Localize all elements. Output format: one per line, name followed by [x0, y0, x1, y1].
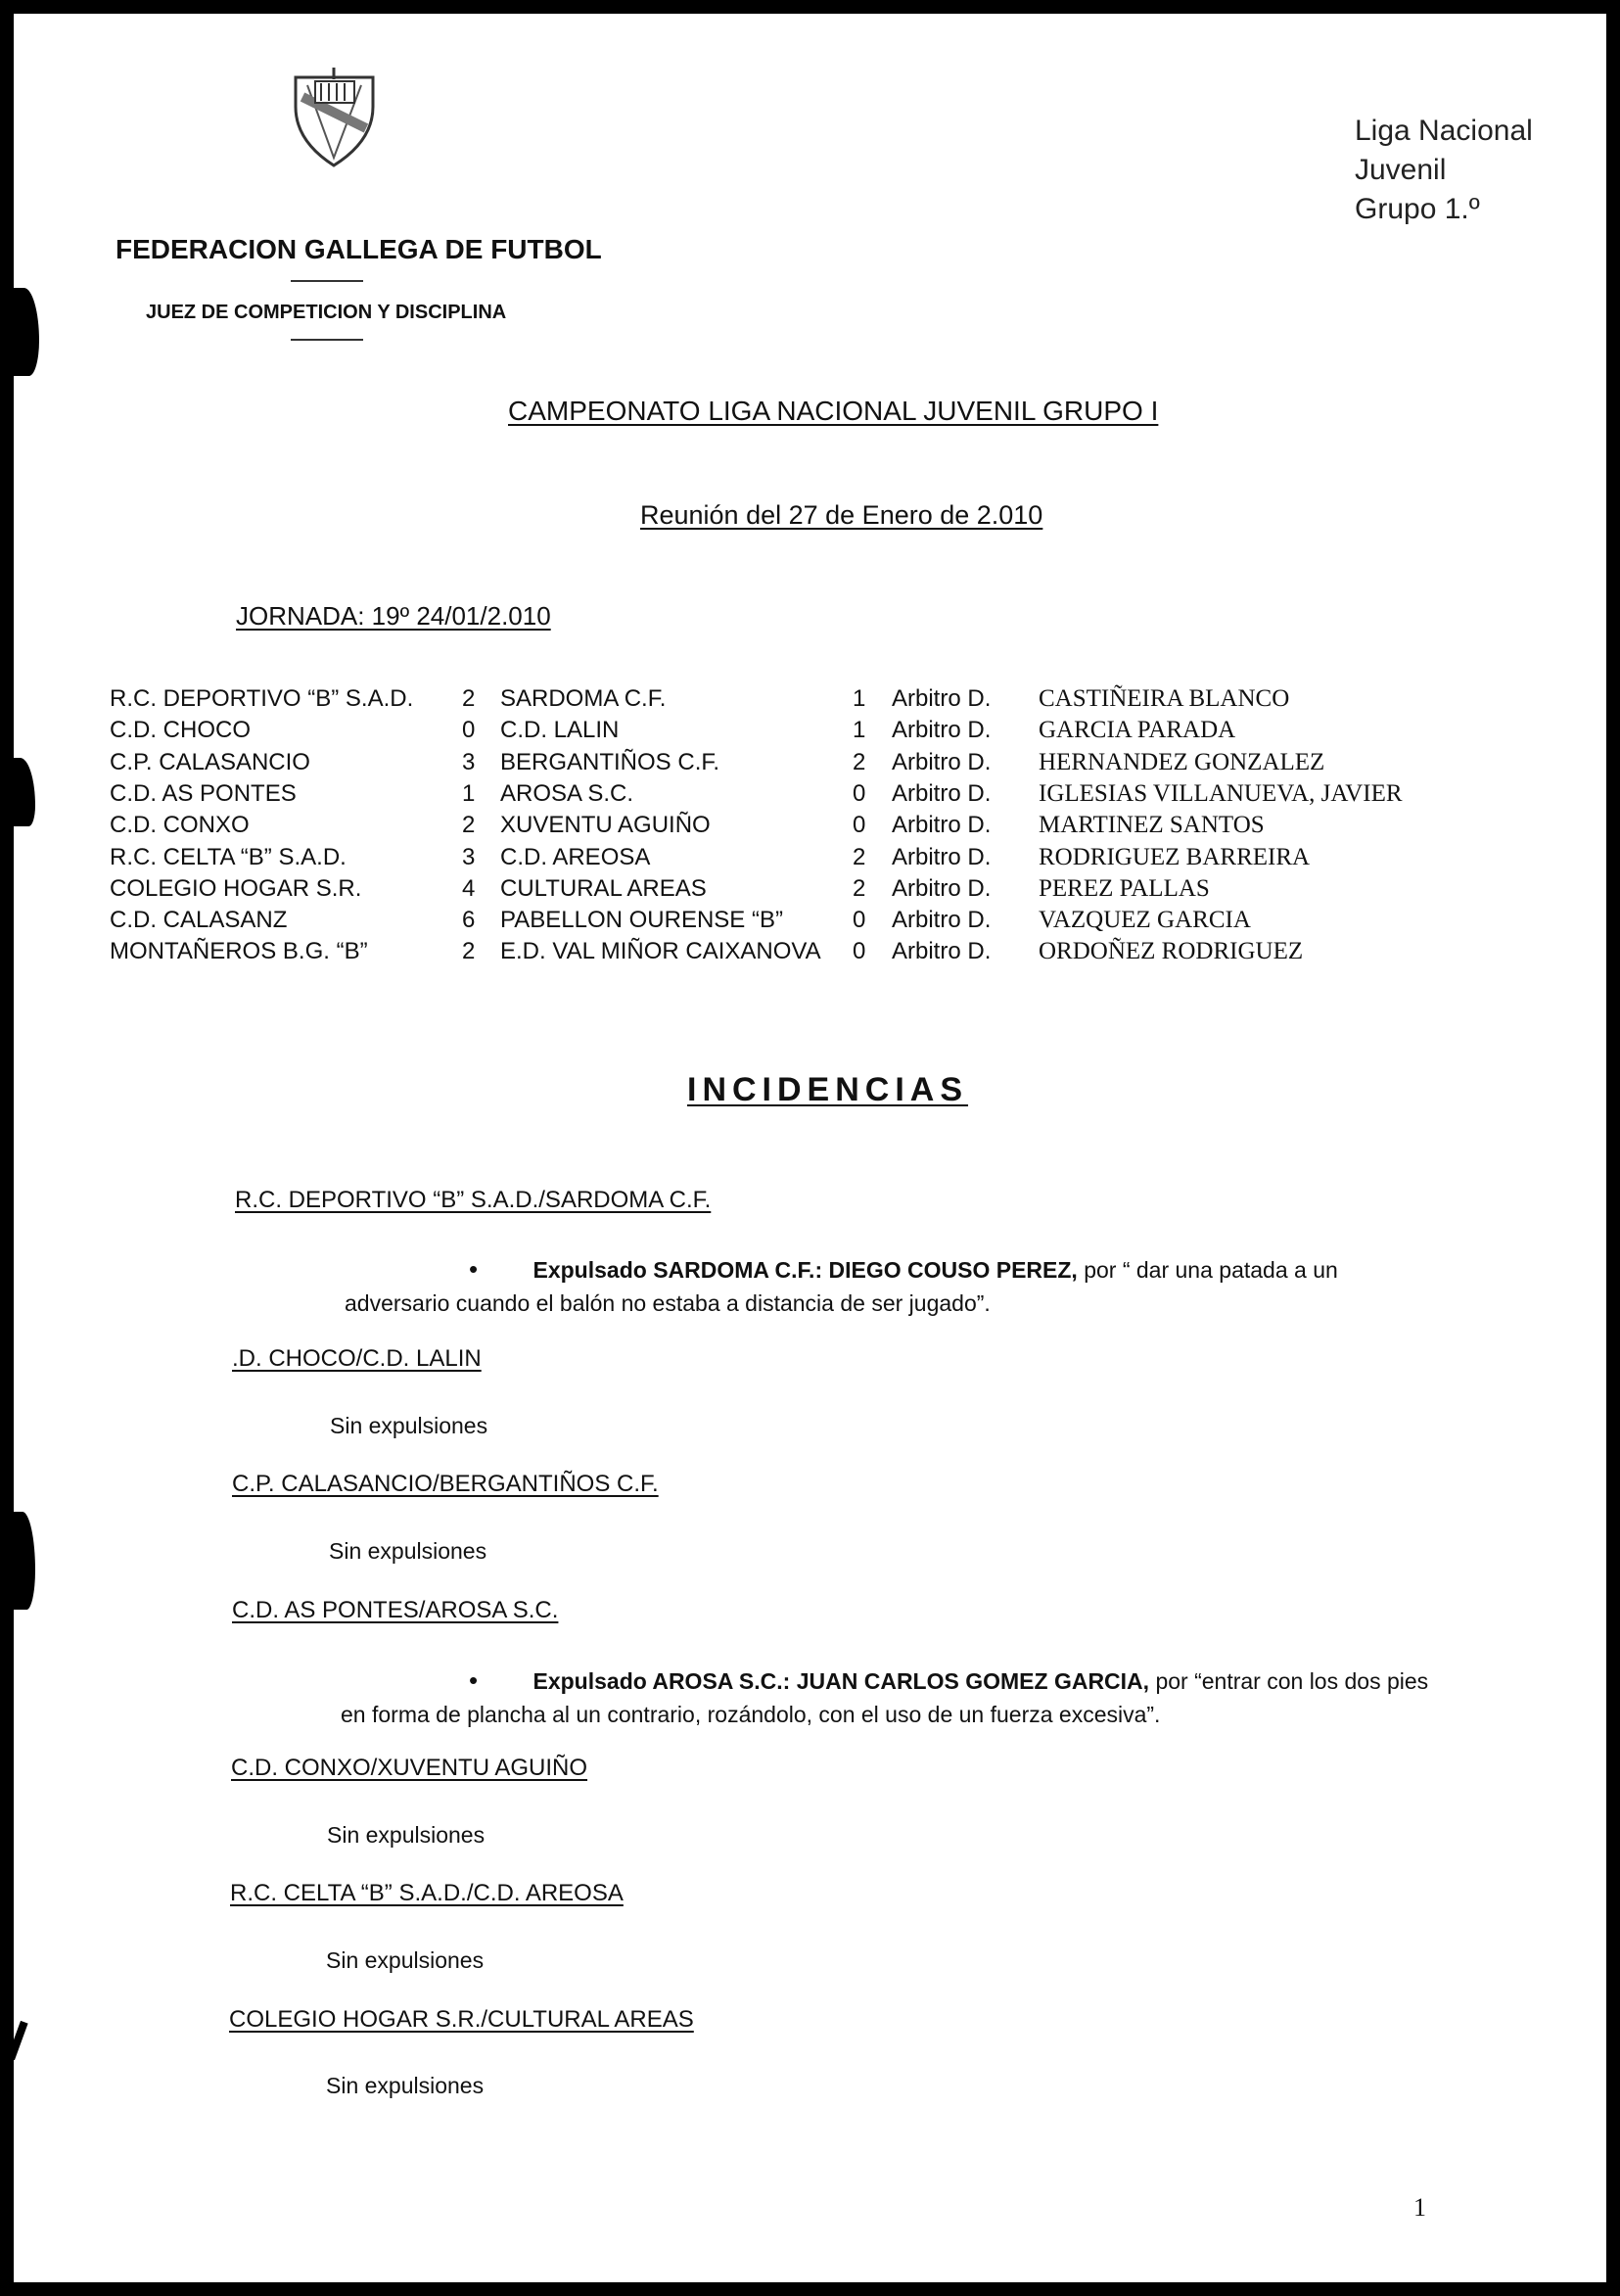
incident-match-title: C.D. AS PONTES/AROSA S.C.	[232, 1597, 559, 1623]
incident-note: Sin expulsiones	[329, 1538, 487, 1564]
corner-note-line: Grupo 1.º	[1355, 193, 1480, 225]
referee-name: HERNANDEZ GONZALEZ	[1039, 748, 1325, 775]
away-team: CULTURAL AREAS	[500, 874, 707, 902]
referee-role: Arbitro D.	[892, 812, 992, 839]
home-team: MONTAÑEROS B.G. “B”	[110, 938, 368, 965]
home-team: R.C. DEPORTIVO “B” S.A.D.	[110, 685, 414, 712]
away-score: 2	[853, 748, 866, 775]
referee-role: Arbitro D.	[892, 843, 992, 870]
home-score: 1	[462, 779, 476, 807]
referee-name: GARCIA PARADA	[1039, 717, 1236, 744]
home-score: 3	[462, 843, 476, 870]
expulsion-label: Expulsado AROSA S.C.: JUAN CARLOS GOMEZ GARCIA,	[532, 1668, 1150, 1694]
incident-line	[469, 1663, 1428, 1698]
home-team: C.D. CONXO	[110, 812, 250, 839]
referee-role: Arbitro D.	[892, 685, 992, 712]
corner-note-line: Liga Nacional	[1355, 115, 1533, 147]
result-row	[14, 749, 1580, 780]
expulsion-reason: por “ dar una patada a un	[1077, 1257, 1338, 1283]
expulsion-reason: por “entrar con los dos pies	[1149, 1668, 1429, 1694]
home-score: 2	[462, 685, 476, 712]
home-score: 0	[462, 717, 476, 744]
home-team: C.D. CHOCO	[110, 717, 251, 744]
document-page	[14, 14, 1606, 2282]
referee-role: Arbitro D.	[892, 938, 992, 965]
home-team: COLEGIO HOGAR S.R.	[110, 874, 362, 902]
expulsion-label: Expulsado SARDOMA C.F.: DIEGO COUSO PEREZ,	[532, 1257, 1078, 1283]
away-team: E.D. VAL MIÑOR CAIXANOVA	[500, 938, 821, 965]
incident-note: Sin expulsiones	[326, 1947, 485, 1973]
scan-artifact	[14, 288, 39, 376]
scan-artifact	[14, 1512, 35, 1610]
incident-note: Sin expulsiones	[327, 1822, 486, 1848]
header-divider-2	[291, 339, 363, 341]
away-score: 0	[853, 779, 866, 807]
referee-role: Arbitro D.	[892, 779, 992, 807]
referee-name: VAZQUEZ GARCIA	[1039, 907, 1251, 934]
away-team: C.D. AREOSA	[500, 843, 651, 870]
incident-line	[469, 1252, 1338, 1287]
header-divider	[291, 280, 363, 282]
away-score: 1	[853, 717, 866, 744]
federation-crest-icon	[288, 68, 381, 170]
bullet-icon: •	[469, 1254, 479, 1284]
expulsion-reason-cont: adversario cuando el balón no estaba a distancia de ser jugado”.	[345, 1290, 991, 1316]
home-team: R.C. CELTA “B” S.A.D.	[110, 843, 347, 870]
federation-subtitle: JUEZ DE COMPETICION Y DISCIPLINA	[146, 302, 507, 323]
result-row	[14, 844, 1580, 875]
incident-match-title: R.C. DEPORTIVO “B” S.A.D./SARDOMA C.F.	[235, 1187, 712, 1213]
referee-role: Arbitro D.	[892, 907, 992, 934]
expulsion-reason-cont: en forma de plancha al un contrario, rozándolo, con el uso de un fuerza excesiva”.	[341, 1702, 1161, 1727]
away-score: 0	[853, 812, 866, 839]
result-row	[14, 938, 1580, 969]
referee-name: IGLESIAS VILLANUEVA, JAVIER	[1039, 779, 1403, 807]
federation-name: FEDERACION GALLEGA DE FUTBOL	[116, 234, 602, 264]
incident-match-title: COLEGIO HOGAR S.R./CULTURAL AREAS	[229, 2006, 694, 2033]
result-row	[14, 717, 1580, 748]
home-score: 3	[462, 748, 476, 775]
result-row	[14, 780, 1580, 812]
referee-name: MARTINEZ SANTOS	[1039, 812, 1265, 839]
away-team: SARDOMA C.F.	[500, 685, 667, 712]
away-score: 2	[853, 874, 866, 902]
incident-note: Sin expulsiones	[326, 2073, 485, 2098]
away-team: XUVENTU AGUIÑO	[500, 812, 711, 839]
referee-role: Arbitro D.	[892, 717, 992, 744]
referee-name: CASTIÑEIRA BLANCO	[1039, 685, 1290, 712]
home-score: 4	[462, 874, 476, 902]
incident-match-title: C.P. CALASANCIO/BERGANTIÑOS C.F.	[232, 1471, 659, 1497]
incidencias-heading: INCIDENCIAS	[687, 1071, 969, 1108]
away-team: PABELLON OURENSE “B”	[500, 907, 783, 934]
referee-role: Arbitro D.	[892, 748, 992, 775]
scan-artifact	[14, 2021, 28, 2060]
bullet-icon: •	[469, 1665, 479, 1695]
corner-note-line: Juvenil	[1355, 154, 1447, 186]
incident-note: Sin expulsiones	[330, 1413, 488, 1438]
document-title: CAMPEONATO LIGA NACIONAL JUVENIL GRUPO I	[508, 396, 1159, 426]
home-team: C.D. CALASANZ	[110, 907, 288, 934]
away-team: AROSA S.C.	[500, 779, 634, 807]
meeting-date: Reunión del 27 de Enero de 2.010	[640, 500, 1043, 530]
away-team: BERGANTIÑOS C.F.	[500, 748, 720, 775]
referee-role: Arbitro D.	[892, 874, 992, 902]
referee-name: ORDOÑEZ RODRIGUEZ	[1039, 938, 1304, 965]
result-row	[14, 685, 1580, 717]
home-team: C.D. AS PONTES	[110, 779, 297, 807]
away-score: 2	[853, 843, 866, 870]
home-score: 2	[462, 812, 476, 839]
home-score: 6	[462, 907, 476, 934]
away-score: 0	[853, 938, 866, 965]
away-score: 0	[853, 907, 866, 934]
incident-match-title: C.D. CONXO/XUVENTU AGUIÑO	[231, 1755, 588, 1781]
page-number: 1	[1413, 2193, 1426, 2222]
home-score: 2	[462, 938, 476, 965]
referee-name: PEREZ PALLAS	[1039, 874, 1210, 902]
result-row	[14, 812, 1580, 843]
away-team: C.D. LALIN	[500, 717, 620, 744]
jornada-heading: JORNADA: 19º 24/01/2.010	[236, 601, 551, 631]
away-score: 1	[853, 685, 866, 712]
corner-note	[1355, 112, 1533, 229]
referee-name: RODRIGUEZ BARREIRA	[1039, 843, 1311, 870]
incident-match-title: R.C. CELTA “B” S.A.D./C.D. AREOSA	[230, 1880, 624, 1906]
incident-match-title: .D. CHOCO/C.D. LALIN	[232, 1345, 482, 1372]
result-row	[14, 875, 1580, 907]
home-team: C.P. CALASANCIO	[110, 748, 310, 775]
result-row	[14, 907, 1580, 938]
